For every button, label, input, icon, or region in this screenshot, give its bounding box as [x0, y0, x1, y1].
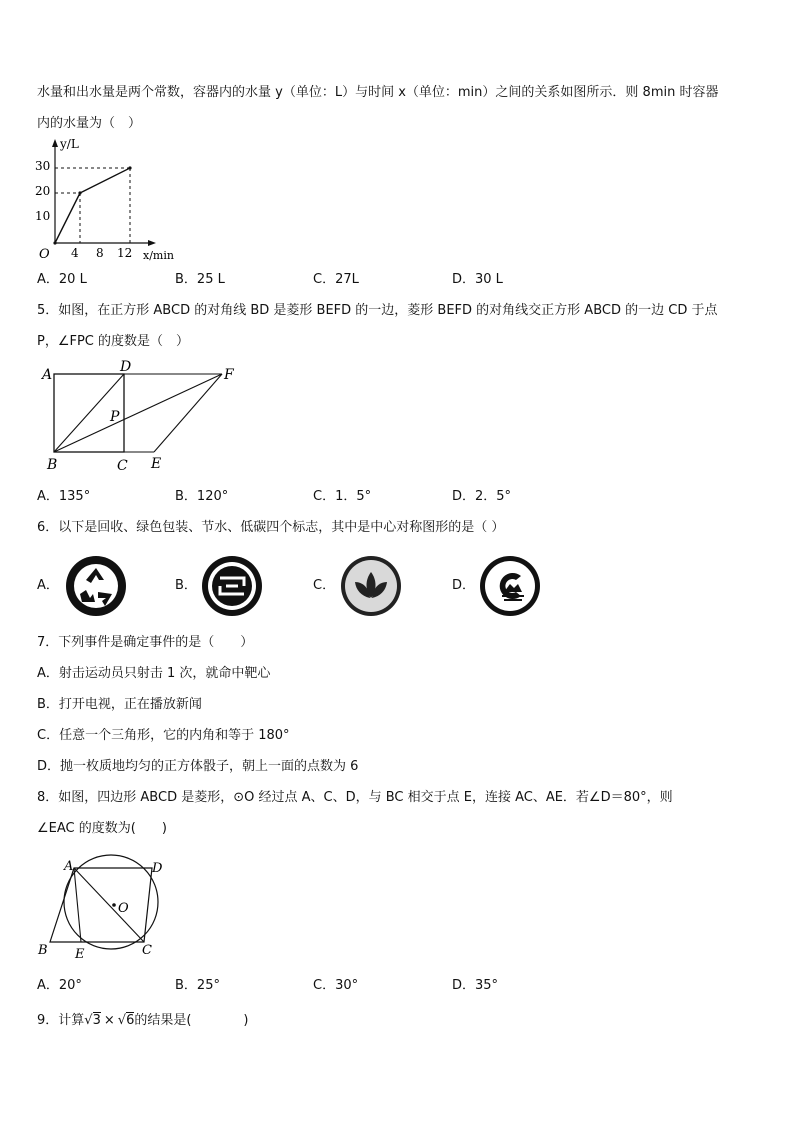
q4-option-b: B．25 L [175, 272, 225, 287]
data-point-1 [78, 191, 81, 194]
q6-label-c: C． [313, 578, 336, 593]
q5-figure [38, 359, 268, 482]
label-p: P [110, 409, 120, 425]
q7-option-a: A．射击运动员只射击 1 次，就命中靶心 [37, 666, 271, 681]
x-tick-4: 4 [71, 246, 79, 260]
q8-option-b: B．25° [175, 978, 220, 993]
segment-ac [74, 868, 144, 942]
q4-option-d: D．30 L [452, 272, 503, 287]
data-segment-1 [80, 168, 130, 193]
q6-stem: 6．以下是回收、绿色包装、节水、低碳四个标志，其中是中心对称图形的是（ ） [37, 520, 505, 535]
q5-option-b: B．120° [175, 489, 229, 504]
q5-option-d: D．2．5° [452, 489, 512, 504]
label-b: B [38, 943, 48, 958]
q8-option-c: C．30° [313, 978, 359, 993]
label-a: A [64, 859, 74, 874]
q8-option-a: A．20° [37, 978, 82, 993]
radicand-3: 3 [92, 1013, 101, 1028]
q7-option-b: B．打开电视，正在播放新闻 [37, 697, 202, 712]
y-tick-20: 20 [35, 184, 51, 198]
q6-label-b: B． [175, 578, 197, 593]
label-d: D [120, 359, 132, 375]
q4-stem-line2: 内的水量为（ ） [37, 116, 142, 131]
x-tick-12: 12 [117, 246, 133, 260]
diagonal-bf [54, 374, 222, 452]
q5-option-c: C．1．5° [313, 489, 372, 504]
green-package-logo-icon [200, 554, 264, 618]
label-c: C [142, 943, 152, 958]
q6-label-d: D． [452, 578, 476, 593]
q4-stem-line1: 水量和出水量是两个常数，容器内的水量 y（单位：L）与时间 x（单位：min）之间的关系如图所示．则 8min 时容器 [37, 85, 719, 100]
data-point-2 [128, 166, 131, 169]
q4-option-a: A．20 L [37, 272, 87, 287]
q7-stem: 7．下列事件是确定事件的是（ ） [37, 635, 254, 650]
center-dot [112, 903, 116, 907]
label-b: B [47, 457, 58, 473]
q5-stem-line1: 5．如图，在正方形 ABCD 的对角线 BD 是菱形 BEFD 的一边，菱形 BEFD 的对角线交正方形 ABCD 的一边 CD 于点 [37, 303, 718, 318]
sqrt-3 [84, 1012, 101, 1030]
q6-label-a: A． [37, 578, 59, 593]
label-e: E [75, 947, 85, 962]
circle-o [64, 855, 158, 949]
q4-graph [30, 135, 210, 265]
data-point-0 [53, 241, 56, 244]
times-sign: × [103, 1013, 115, 1028]
x-tick-8: 8 [96, 246, 104, 260]
q9-stem [37, 1012, 249, 1030]
q5-stem-line2: P，∠FPC 的度数是（ ） [37, 334, 190, 349]
q8-option-d: D．35° [452, 978, 499, 993]
x-axis-arrow [148, 240, 156, 246]
q8-stem-line1: 8．如图，四边形 ABCD 是菱形，⊙O 经过点 A、C、D，与 BC 相交于点 E，连接 AC、AE．若∠D＝80°，则 [37, 790, 673, 805]
radical-sign-icon: √ [117, 1013, 127, 1028]
origin-label: O [39, 247, 50, 262]
q7-option-c: C．任意一个三角形，它的内角和等于 180° [37, 728, 290, 743]
data-segment-0 [55, 193, 80, 243]
y-axis-arrow [52, 139, 58, 147]
q4-option-c: C．27L [313, 272, 359, 287]
q8-stem-line2: ∠EAC 的度数为( ) [37, 821, 167, 836]
q5-option-a: A．135° [37, 489, 91, 504]
y-tick-30: 30 [35, 159, 51, 173]
label-f: F [224, 367, 234, 383]
x-axis-label: x/min [143, 249, 174, 262]
water-saving-logo-icon [339, 554, 403, 618]
q8-figure [34, 848, 184, 960]
segment-ae [74, 868, 81, 942]
rhombus-abcd [50, 868, 152, 942]
recycle-logo-icon [64, 554, 128, 618]
q7-option-d: D．抛一枚质地均匀的正方体骰子，朝上一面的点数为 6 [37, 759, 359, 774]
label-a: A [42, 367, 53, 383]
label-e: E [151, 456, 162, 472]
label-c: C [117, 458, 128, 474]
side-ef [154, 374, 222, 452]
q9-prefix: 9．计算 [37, 1013, 85, 1028]
radicand-6: 6 [126, 1013, 135, 1028]
y-axis-label: y/L [60, 137, 79, 151]
radical-sign-icon: √ [84, 1013, 93, 1028]
label-d: D [152, 861, 163, 876]
y-tick-10: 10 [35, 209, 51, 223]
label-o: O [118, 901, 129, 916]
low-carbon-logo-icon [478, 554, 542, 618]
q9-suffix: 的结果是( ) [134, 1013, 249, 1028]
sqrt-6 [118, 1012, 135, 1030]
